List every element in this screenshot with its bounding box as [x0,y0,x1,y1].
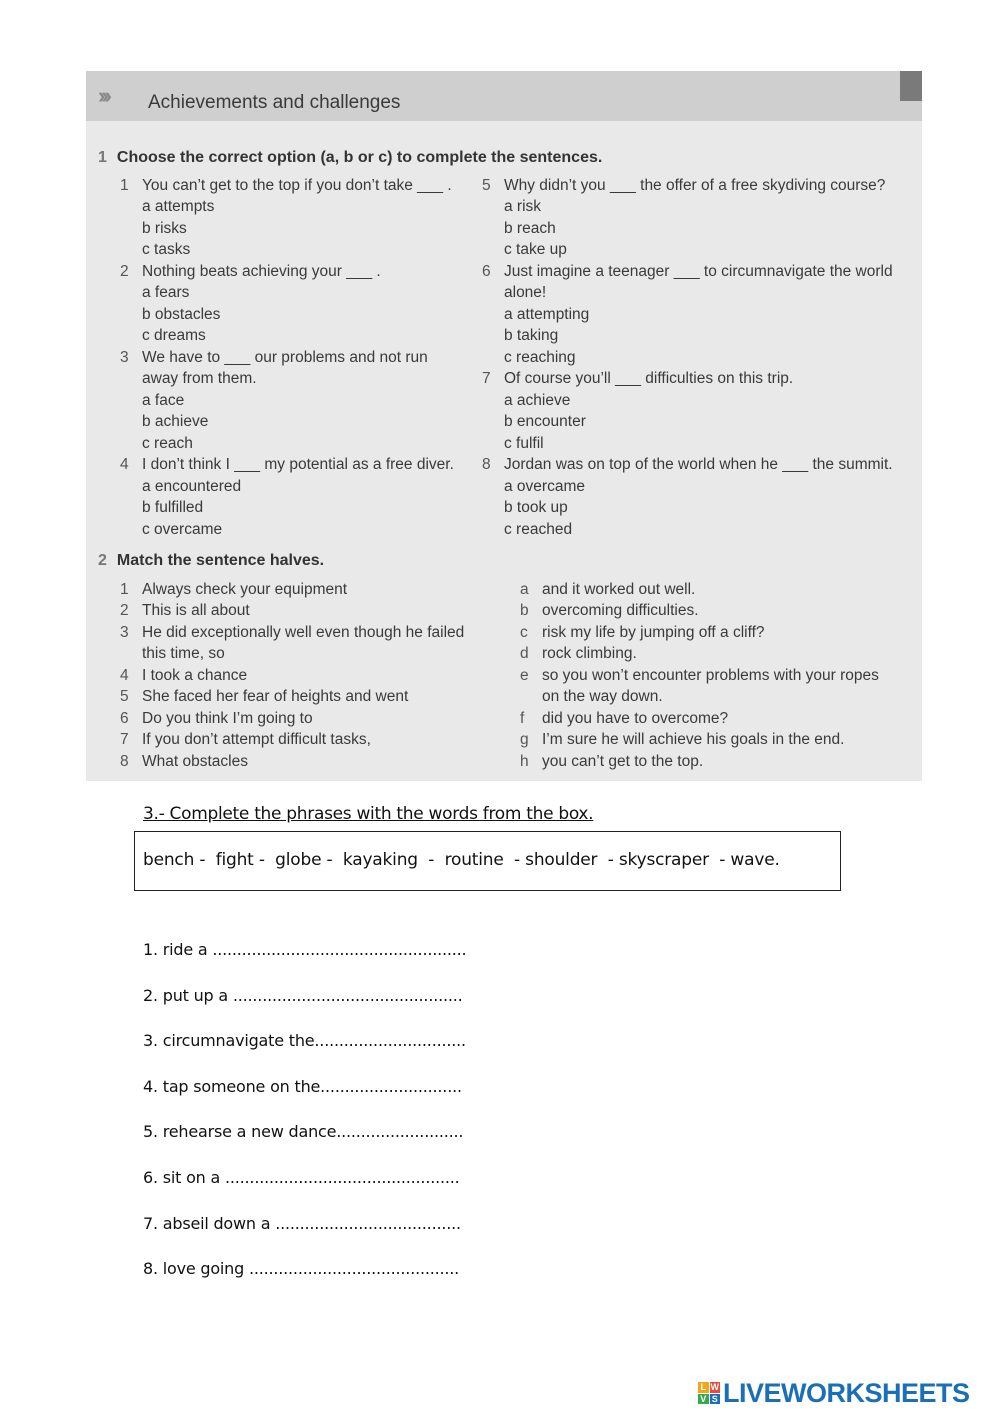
match-right-f: f did you have to overcome? [520,710,729,727]
match-left-6: 6 Do you think I’m going to [120,710,313,727]
exercise-instruction: Match the sentence halves. [116,552,325,569]
match-left-2: 2 This is all about [120,602,250,619]
option: b reach [504,220,556,237]
match-left-5: 5 She faced her fear of heights and went [120,688,409,705]
option: b took up [504,499,568,516]
logo-text: LIVEWORKSHEETS [723,1377,970,1408]
option: a achieve [504,392,571,409]
match-right-b: b overcoming difficulties. [520,602,699,619]
option: a face [142,392,185,409]
match-right-c: c risk my life by jumping off a cliff? [520,624,765,641]
exercise-instruction: Choose the correct option (a, b or c) to complete the sentences. [116,149,603,166]
match-right-e: e so you won’t encounter problems with your ropes [520,667,879,684]
option: b taking [504,327,559,344]
phrase-item-2[interactable]: 2. put up a ............................................... [143,986,463,1005]
exercise-3-instruction: 3.- Complete the phrases with the words from the box. [143,804,594,824]
liveworksheets-logo[interactable] [698,1378,970,1408]
option: b obstacles [142,306,221,323]
option: c tasks [142,241,191,258]
option: a attempting [504,306,590,323]
question-4: 4 I don’t think I ___ my potential as a free diver. [120,456,454,473]
exercise-1-heading [98,149,602,167]
question-6: 6 Just imagine a teenager ___ to circumnavigate the world [482,263,893,280]
match-right-a: a and it worked out well. [520,581,696,598]
match-left-3-line-2: this time, so [142,645,225,662]
question-2: 2 Nothing beats achieving your ___ . [120,263,381,280]
match-right-e-line-2: on the way down. [542,688,663,705]
option: c take up [504,241,567,258]
option: b risks [142,220,187,237]
exercise-number: 2 [98,552,107,569]
question-1: 1 You can’t get to the top if you don’t take ___ . [120,177,452,194]
page-title: Achievements and challenges [148,92,401,113]
match-right-g: g I’m sure he will achieve his goals in the end. [520,731,845,748]
option: a attempts [142,198,215,215]
match-right-h: h you can’t get to the top. [520,753,704,770]
option: a fears [142,284,190,301]
match-left-3: 3 He did exceptionally well even though he failed [120,624,465,641]
phrase-item-3[interactable]: 3. circumnavigate the............................... [143,1031,466,1050]
phrase-item-8[interactable]: 8. love going ........................................... [143,1259,460,1278]
match-left-1: 1 Always check your equipment [120,581,348,598]
option: c dreams [142,327,206,344]
exercise-number: 1 [98,149,107,166]
option: a risk [504,198,542,215]
exercise-2-heading [98,552,324,570]
match-left-8: 8 What obstacles [120,753,248,770]
option: b encounter [504,413,586,430]
question-3-line-2: away from them. [142,370,257,387]
question-8: 8 Jordan was on top of the world when he ___ the summit. [482,456,893,473]
option: b fulfilled [142,499,204,516]
word-box-text: bench - fight - globe - kayaking - routine - shoulder - skyscraper - wave. [143,850,780,870]
liveworksheets-icon: L W V S [698,1382,720,1404]
option: c overcame [142,521,223,538]
question-6-line-2: alone! [504,284,547,301]
phrase-item-5[interactable]: 5. rehearse a new dance.......................... [143,1122,464,1141]
page-corner-tab [900,71,922,101]
section-title-bar [86,71,922,121]
option: a overcame [504,478,585,495]
textbook-scan [86,71,922,781]
phrase-item-4[interactable]: 4. tap someone on the............................. [143,1077,462,1096]
match-left-7: 7 If you don’t attempt difficult tasks, [120,731,371,748]
match-right-d: d rock climbing. [520,645,637,662]
option: b achieve [142,413,209,430]
question-3: 3 We have to ___ our problems and not run [120,349,428,366]
option: a encountered [142,478,242,495]
chevrons-icon: ››› [98,83,108,108]
phrase-item-7[interactable]: 7. abseil down a ...................................... [143,1214,461,1233]
phrase-item-1[interactable]: 1. ride a .................................................... [143,940,467,959]
question-5: 5 Why didn’t you ___ the offer of a free skydiving course? [482,177,886,194]
option: c reached [504,521,573,538]
phrase-item-6[interactable]: 6. sit on a ................................................ [143,1168,460,1187]
match-left-4: 4 I took a chance [120,667,248,684]
option: c fulfil [504,435,544,452]
word-box [134,831,841,891]
option: c reaching [504,349,576,366]
question-7: 7 Of course you’ll ___ difficulties on this trip. [482,370,794,387]
option: c reach [142,435,193,452]
